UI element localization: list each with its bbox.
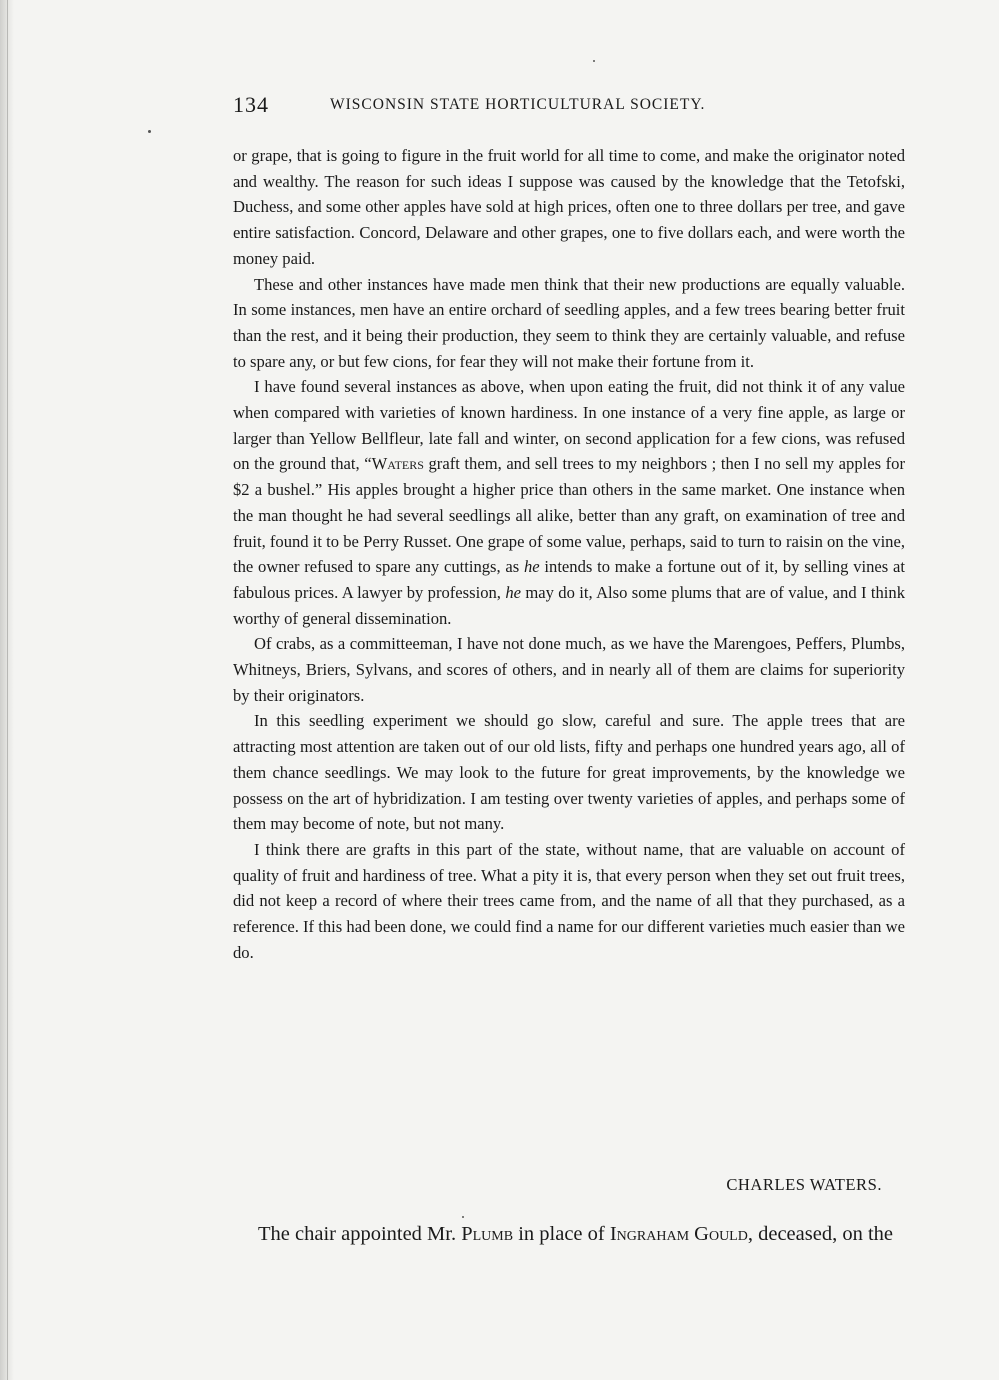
paragraph-3-text-c: intends to make a fortune out of it, by selling vines at fabulous prices. A lawyer by profession, bbox=[233, 557, 905, 602]
name-ingraham-gould: Ingraham Gould bbox=[609, 1223, 748, 1245]
scan-speck bbox=[593, 60, 595, 62]
signature: CHARLES WATERS. bbox=[726, 1175, 882, 1194]
page-header bbox=[233, 92, 905, 118]
paragraph-3-text-d: may do it, Also some plums that are of value, and I think worthy of general dissemination. bbox=[233, 582, 905, 628]
paragraph-4: Of crabs, as a committeeman, I have not done much, as we have the Marengoes, Peffers, Plumbs, Whitneys, Briers, Sylvans, and scores of others, and in nearly all of them are claims for superiority by their originators. bbox=[233, 634, 905, 705]
page-number: 134 bbox=[233, 92, 269, 117]
scan-speck bbox=[148, 130, 151, 133]
continuation-text-c: , deceased, on the bbox=[747, 1223, 893, 1245]
continuation-paragraph bbox=[233, 1220, 905, 1249]
body-text bbox=[233, 143, 905, 966]
paragraph-3 bbox=[233, 374, 905, 631]
name-plumb: Plumb bbox=[461, 1223, 514, 1245]
paragraph-2: These and other instances have made men think that their new productions are equally valuable. In some instances, men have an entire orchard of seedling apples, and a few trees bearing better fruit than the rest, and it being their production, they seem to think they are certainly valuable, and refuse to spare any, or but few cions, for fear they will not make their fortune from it. bbox=[233, 274, 905, 371]
binding-line bbox=[7, 0, 8, 1380]
paragraph-1: or grape, that is going to figure in the fruit world for all time to come, and make the originator noted and wealthy. The reason for such ideas I suppose was caused by the knowledge that the Tetofski, Duchess, and some other apples have sold at high prices, often one to three dollars per tree, and gave entire satisfaction. Concord, Delaware and other grapes, one to five dollars each, and were worth the money paid. bbox=[233, 146, 905, 268]
continuation-text bbox=[233, 1220, 905, 1249]
scan-speck bbox=[462, 1216, 464, 1218]
continuation-text-a: The chair appointed Mr. bbox=[258, 1223, 462, 1245]
paragraph-3-text-b: graft them, and sell trees to my neighbors ; then I no sell my apples for $2 a bushel.” His apples brought a higher price than others in the same market. One instance when the man thought he had several seedlings all alike, better than any graft, on examination of tree and fruit, found it to be Perry Russet. One grape of some value, perhaps, said to turn to raisin on the vine, the owner refused to spare any cuttings, as bbox=[233, 454, 905, 577]
italic-he: he bbox=[523, 557, 540, 577]
italic-he: he bbox=[505, 582, 521, 602]
paragraph-3-text-a: I have found several instances as above, when upon eating the fruit, did not think it of any value when compared with varieties of known hardiness. In one instance of a very fine apple, as large or larger than Yellow Bellfleur, late fall and winter, on second application for a few cions, was refused on the ground that, “ bbox=[233, 377, 905, 474]
paragraph-5: In this seedling experiment we should go slow, careful and sure. The apple trees that are attracting most attention are taken out of our old lists, fifty and perhaps one hundred years ago, all of them chance seedlings. We may look to the future for great improvements, by the knowledge we possess on the art of hybridization. I am testing over twenty varieties of apples, and perhaps some of them may become of note, but not many. bbox=[233, 711, 905, 834]
continuation-text-b: in place of bbox=[513, 1223, 610, 1245]
name-waters: Waters bbox=[371, 454, 424, 474]
paragraph-6: I think there are grafts in this part of the state, without name, that are valuable on account of quality of fruit and hardiness of tree. What a pity it is, that every person when they set out fruit trees, did not keep a record of where their trees came from, and the name of all that they purchased, as a reference. If this had been done, we could find a name for our different varieties much easier than we do. bbox=[233, 839, 905, 962]
running-head: WISCONSIN STATE HORTICULTURAL SOCIETY. bbox=[330, 96, 706, 113]
